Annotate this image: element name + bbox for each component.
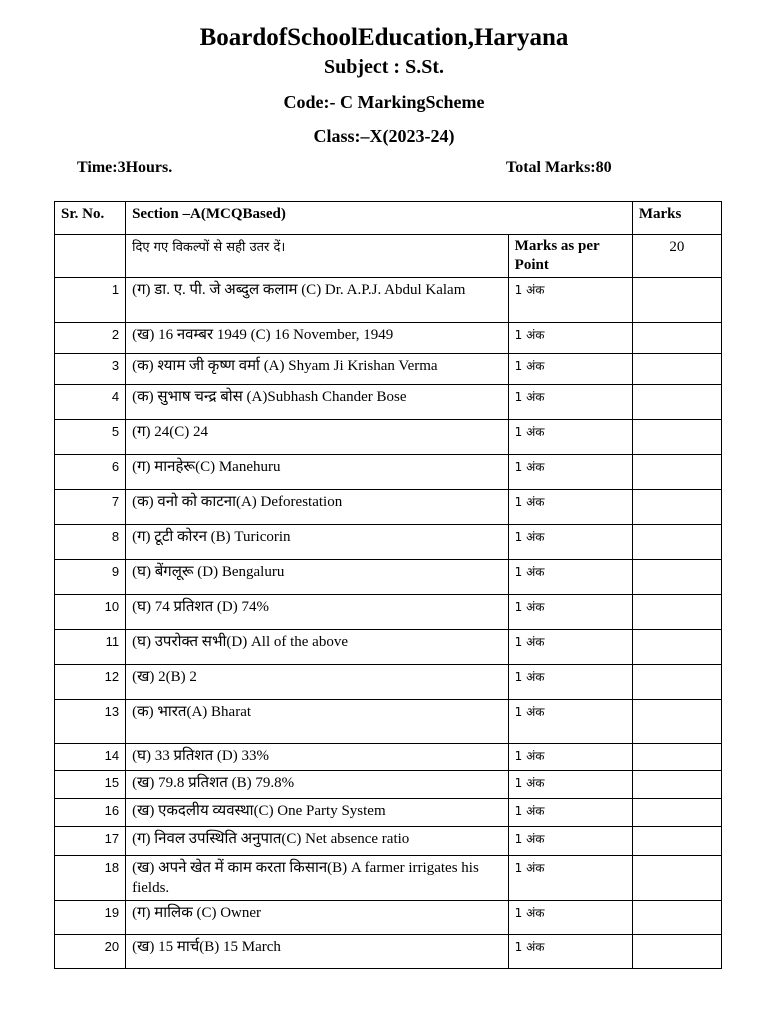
marks-cell [632, 771, 721, 799]
answer-text: (ख) 16 नवम्बर 1949 (C) 16 November, 1949 [126, 323, 509, 354]
table-row [55, 700, 722, 744]
instruction-sr-cell [55, 235, 126, 278]
mark-value: 1 अंक [508, 525, 632, 560]
table-row [55, 595, 722, 630]
marks-cell [632, 630, 721, 665]
marks-cell [632, 490, 721, 525]
question-number: 19 [55, 901, 126, 935]
answer-text: (ग) मालिक (C) Owner [126, 901, 509, 935]
table-row [55, 856, 722, 901]
question-number: 8 [55, 525, 126, 560]
table-row [55, 630, 722, 665]
table-row [55, 278, 722, 323]
table-row [55, 490, 722, 525]
answer-text: (क) भारत(A) Bharat [126, 700, 509, 744]
answer-text: (ग) मानहेरू(C) Manehuru [126, 455, 509, 490]
mark-value: 1 अंक [508, 354, 632, 385]
answer-text: (क) सुभाष चन्द्र बोस (A)Subhash Chander Bose [126, 385, 509, 420]
mark-value: 1 अंक [508, 799, 632, 827]
marks-cell [632, 278, 721, 323]
marks-cell [632, 455, 721, 490]
marks-cell [632, 323, 721, 354]
table-row [55, 354, 722, 385]
question-number: 17 [55, 827, 126, 856]
answer-text: (ग) डा. ए. पी. जे अब्दुल कलाम (C) Dr. A.P.J. Abdul Kalam [126, 278, 509, 323]
marks-cell [632, 354, 721, 385]
sr-no-header: Sr. No. [55, 202, 126, 235]
table-row [55, 323, 722, 354]
question-number: 18 [55, 856, 126, 901]
answer-text: (ग) टूटी कोरन (B) Turicorin [126, 525, 509, 560]
marks-cell [632, 665, 721, 700]
marks-cell [632, 935, 721, 969]
mark-value: 1 अंक [508, 595, 632, 630]
mark-value: 1 अंक [508, 700, 632, 744]
mark-value: 1 अंक [508, 630, 632, 665]
table-row [55, 455, 722, 490]
section-header: Section –A(MCQBased) [126, 202, 633, 235]
question-number: 10 [55, 595, 126, 630]
answer-text: (घ) उपरोक्त सभी(D) All of the above [126, 630, 509, 665]
table-row [55, 935, 722, 969]
instruction-row [55, 235, 722, 278]
answer-text: (ख) 15 मार्च(B) 15 March [126, 935, 509, 969]
question-number: 12 [55, 665, 126, 700]
question-number: 20 [55, 935, 126, 969]
mark-value: 1 अंक [508, 901, 632, 935]
marks-header: Marks [632, 202, 721, 235]
mark-value: 1 अंक [508, 935, 632, 969]
question-number: 13 [55, 700, 126, 744]
table-row [55, 799, 722, 827]
answer-text: (घ) 74 प्रतिशत (D) 74% [126, 595, 509, 630]
table-row [55, 771, 722, 799]
answer-text: (ख) अपने खेत में काम करता किसान(B) A farmer irrigates his fields. [126, 856, 509, 901]
question-number: 11 [55, 630, 126, 665]
answer-text: (ग) निवल उपस्थिति अनुपात(C) Net absence ratio [126, 827, 509, 856]
marks-cell [632, 856, 721, 901]
table-row [55, 827, 722, 856]
table-header-row [55, 202, 722, 235]
mark-value: 1 अंक [508, 278, 632, 323]
mark-value: 1 अंक [508, 665, 632, 700]
table-row [55, 420, 722, 455]
question-number: 5 [55, 420, 126, 455]
answer-text: (क) वनो को काटना(A) Deforestation [126, 490, 509, 525]
marks-cell [632, 420, 721, 455]
marks-cell [632, 744, 721, 771]
instruction-label: दिए गए विकल्पों से सही उतर दें। [132, 240, 286, 255]
time-label: Time:3Hours. [77, 159, 173, 176]
table-row [55, 744, 722, 771]
mark-value: 1 अंक [508, 455, 632, 490]
section-total: 20 [632, 235, 721, 278]
marks-cell [632, 700, 721, 744]
marks-cell [632, 799, 721, 827]
table-row [55, 385, 722, 420]
marks-cell [632, 827, 721, 856]
answer-text: (ग) 24(C) 24 [126, 420, 509, 455]
instruction-text [126, 235, 509, 278]
question-number: 9 [55, 560, 126, 595]
question-number: 14 [55, 744, 126, 771]
marks-cell [632, 385, 721, 420]
mark-value: 1 अंक [508, 420, 632, 455]
marking-table [54, 201, 722, 969]
question-number: 1 [55, 278, 126, 323]
question-number: 3 [55, 354, 126, 385]
answer-text: (घ) बेंगलूरू (D) Bengaluru [126, 560, 509, 595]
table-row [55, 560, 722, 595]
total-marks-label: Total Marks:80 [506, 159, 612, 176]
answer-text: (ख) एकदलीय व्यवस्था(C) One Party System [126, 799, 509, 827]
mark-value: 1 अंक [508, 771, 632, 799]
answer-text: (घ) 33 प्रतिशत (D) 33% [126, 744, 509, 771]
code-line: Code:- C MarkingScheme [283, 92, 485, 112]
marks-cell [632, 901, 721, 935]
question-number: 16 [55, 799, 126, 827]
answer-text: (क) श्याम जी कृष्ण वर्मा (A) Shyam Ji Krishan Verma [126, 354, 509, 385]
question-number: 6 [55, 455, 126, 490]
marks-cell [632, 560, 721, 595]
mark-value: 1 अंक [508, 560, 632, 595]
mark-value: 1 अंक [508, 744, 632, 771]
mark-value: 1 अंक [508, 490, 632, 525]
marks-as-per-point: Marks as per Point [508, 235, 632, 278]
mark-value: 1 अंक [508, 827, 632, 856]
mark-value: 1 अंक [508, 385, 632, 420]
answer-text: (ख) 2(B) 2 [126, 665, 509, 700]
question-number: 4 [55, 385, 126, 420]
marks-cell [632, 525, 721, 560]
mark-value: 1 अंक [508, 856, 632, 901]
marks-cell [632, 595, 721, 630]
table-row [55, 665, 722, 700]
question-number: 7 [55, 490, 126, 525]
answer-text: (ख) 79.8 प्रतिशत (B) 79.8% [126, 771, 509, 799]
table-row [55, 901, 722, 935]
question-number: 2 [55, 323, 126, 354]
table-row [55, 525, 722, 560]
question-number: 15 [55, 771, 126, 799]
board-title: BoardofSchoolEducation,Haryana [199, 24, 569, 51]
mark-value: 1 अंक [508, 323, 632, 354]
subject-line: Subject : S.St. [323, 56, 444, 78]
class-line: Class:–X(2023-24) [313, 126, 455, 146]
